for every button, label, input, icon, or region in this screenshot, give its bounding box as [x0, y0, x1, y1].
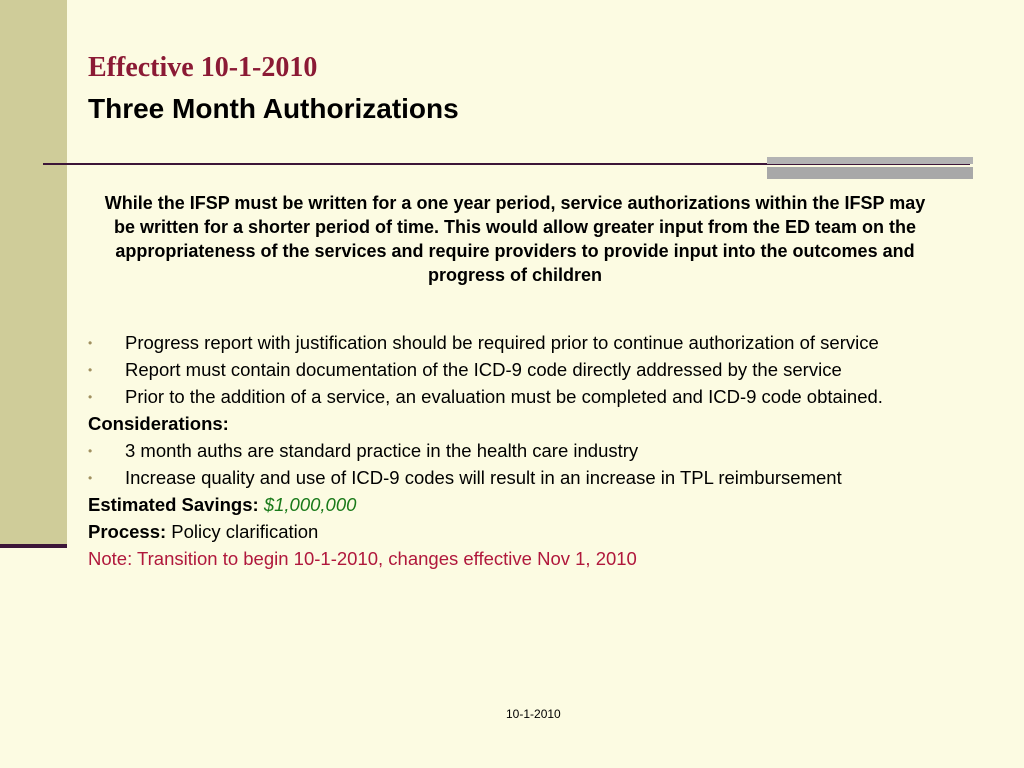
gray-accent-stripe-top — [767, 157, 973, 164]
bullet-dot-icon: • — [88, 336, 93, 350]
considerations-heading: Considerations: — [88, 413, 229, 434]
process-value: Policy clarification — [171, 521, 319, 542]
process-label: Process: — [88, 521, 167, 542]
bullet-dot-icon: • — [88, 444, 93, 458]
bullet-dot-icon: • — [88, 390, 93, 404]
bullet-dot-icon: • — [88, 471, 93, 485]
intro-paragraph: While the IFSP must be written for a one year period, service authorizations within the IFSP may be written for a shorter period of time. This would allow greater input from the ED team on the appropriateness of the services and require providers to provide input into the outcomes and progress of children — [104, 193, 926, 285]
savings-value: $1,000,000 — [263, 494, 357, 515]
footer-date: 10-1-2010 — [506, 707, 561, 721]
bullet-item — [88, 332, 948, 354]
estimated-savings-line — [88, 494, 948, 516]
bullet-item — [88, 440, 948, 462]
bullet-dot-icon: • — [88, 363, 93, 377]
bullet-item — [88, 386, 948, 408]
gray-accent-bar — [767, 157, 973, 179]
slide-body — [88, 332, 948, 575]
bullet-text: 3 month auths are standard practice in the health care industry — [125, 440, 639, 461]
bullet-item — [88, 359, 948, 381]
left-decorative-band — [0, 0, 67, 548]
slide-title: Three Month Authorizations — [88, 93, 459, 124]
slide-title-date: Effective 10-1-2010 — [88, 52, 318, 83]
transition-note: Note: Transition to begin 10-1-2010, changes effective Nov 1, 2010 — [88, 548, 637, 569]
bullet-text: Prior to the addition of a service, an evaluation must be completed and ICD-9 code obtained. — [125, 386, 883, 407]
bullet-item — [88, 467, 948, 489]
left-band-accent-line — [0, 544, 67, 548]
bullet-text: Increase quality and use of ICD-9 codes will result in an increase in TPL reimbursement — [125, 467, 842, 488]
savings-label: Estimated Savings: — [88, 494, 259, 515]
gray-accent-stripe-bottom — [767, 167, 973, 179]
bullet-text: Report must contain documentation of the ICD-9 code directly addressed by the service — [125, 359, 842, 380]
bullet-text: Progress report with justification should be required prior to continue authorization of service — [125, 332, 879, 353]
process-line — [88, 521, 948, 543]
